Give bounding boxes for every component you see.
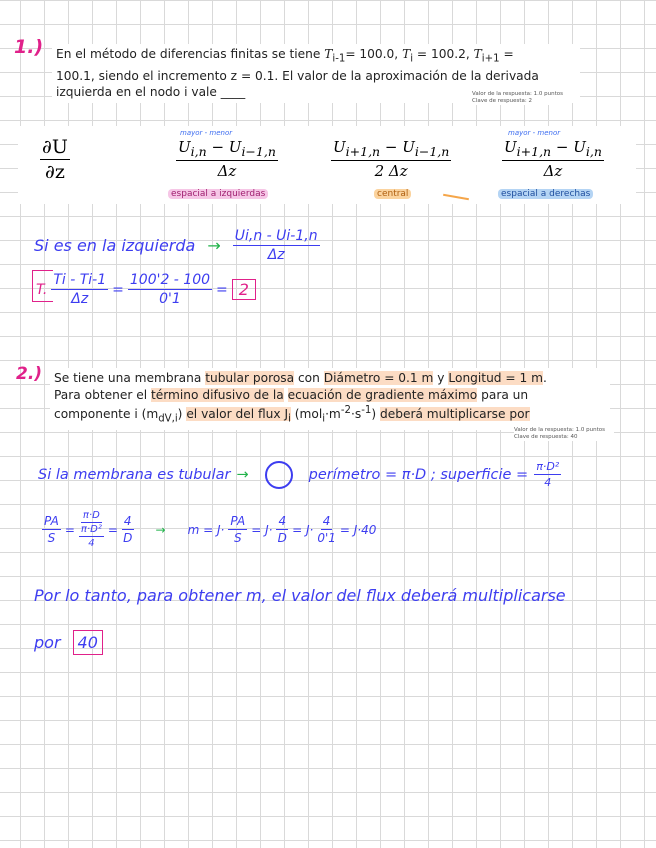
right-note: mayor - menor [508,129,561,137]
right-difference-formula: $\frac{U_{i+1,n} - U_{i,n}}{\Delta z}$ [504,138,602,180]
hw-conclusion: Por lo tanto, para obtener m, el valor del flux deberá multiplicarse [34,586,566,605]
formula-table [18,126,636,204]
question-1-line-1: En el método de diferencias finitas se tiene $T_{i-1}= 100.0$, $T_i = 100.2$, $T_{i+1}$ = [56,47,514,65]
central-label: central [374,189,411,199]
question-number-2: 2.) [16,364,43,384]
question-2-line-1: Se tiene una membrana tubular porosa con Diámetro = 0.1 m y Longitud = 1 m. [54,371,547,385]
central-difference-formula: $\frac{U_{i+1,n} - U_{i-1,n}}{2 \Delta z}$ [333,138,450,180]
question-1-line-2: 100.1, siendo el incremento z = 0.1. El valor de la aproximación de la derivada [56,68,539,83]
hw-answer-box: 40 [73,630,103,655]
hw-result-1: 2 [232,279,256,300]
question-2-line-3: componente i $(m_{dV,i})$ el valor del flux $J_i$ $(mol_i\cdot m^{-2}\cdot s^{-1})$ deberá multiplicarse por [54,405,530,425]
left-note: mayor - menor [180,129,233,137]
question-1-meta: Valor de la respuesta: 1.0 puntos Clave de respuesta: 2 [472,91,572,105]
question-2-line-2: Para obtener el término difusivo de la ecuación de gradiente máximo para un [54,387,529,402]
question-1-line-3: izquierda en el nodo i vale ____ [56,85,246,100]
left-label: espacial a izquierdas [168,189,268,199]
hw-answer-line: por 40 [34,630,103,655]
right-label: espacial a derechas [498,189,593,199]
hw-left-derivative-line: Si es en la izquierda → $\frac{Ui,n - Ui-1,n}{\Delta z}$ [34,228,318,263]
hw-pa-s-derivation: $\frac{PA}{S}$ = $\frac{\pi\cdot D}{\frac{\text{π·D²}}{4}}$ = $\frac{4}{D}$ → m = J· $\frac{PA}{S}$ = J· $\frac{4}{D}$ = J· $\frac{4}{0'1}$ = J·40 [44,510,377,549]
hw-tubular-line: Si la membrana es tubular → perímetro = π·D ; superficie = $\frac{\text{π·D²}}{4}$ [38,460,560,489]
derivative-formula: $\frac{\partial U}{\partial z}$ [42,136,68,183]
question-2-meta: Valor de la respuesta: 1.0 puntos Clave de respuesta: 40 [514,427,614,441]
question-2-text [50,368,610,430]
hw-calculation: T. $\frac{Ti - Ti-1}{\Delta z}$ = $\frac{100'2 - 100}{0'1}$ = 2 [36,272,256,307]
left-difference-formula: $\frac{U_{i,n} - U_{i-1,n}}{\Delta z}$ [178,138,276,180]
question-number-1: 1.) [14,36,44,58]
orange-stroke [443,194,469,200]
circle-icon [265,461,293,489]
